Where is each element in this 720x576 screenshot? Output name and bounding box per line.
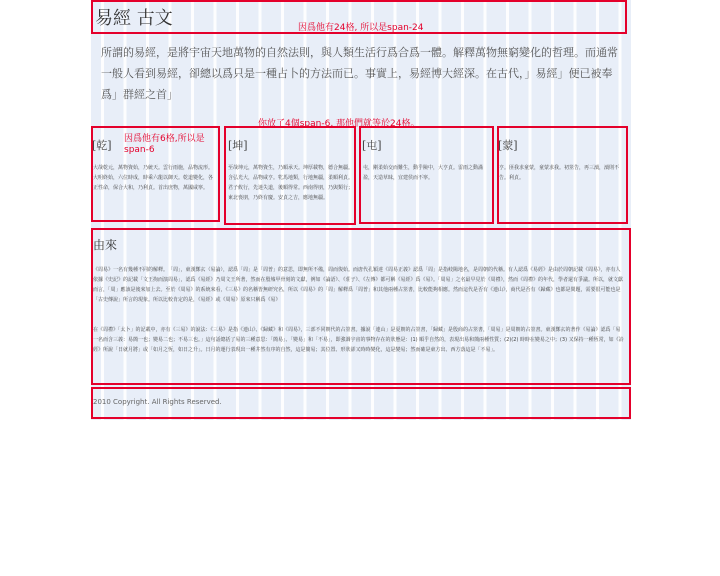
column-heading-kun: [坤] xyxy=(228,139,248,152)
column-text-kun: 至哉坤元，萬物資生，乃順承天。坤厚載物，德合無疆。含弘光大，品物咸亨。牝馬地類，行地無疆，柔順利貞。君子攸行，先迷失道，後順得常。西南得朋，乃與類行；東北喪朋，乃終有慶。安貞之吉，應地無疆。 xyxy=(228,165,354,201)
column-text-qian: 大哉乾元，萬物資始，乃統天。雲行雨施，品物流形。大明終始，六位時成，時乘六龍以御天。乾道變化，各正性命，保合大和，乃利貞。首出庶物，萬國咸寧。 xyxy=(93,165,214,191)
intro-text: 所謂的易經，是將宇宙天地萬物的自然法則，與人類生活行爲合爲一體。解釋萬物無窮變化的哲理。而通常一般人看到易經，卻總以爲只是一種占卜的方法而已。事實上，易經博大經深。在古代，」易經」便已被奉爲」群經之首」 xyxy=(101,46,618,101)
footer-copyright: 2010 Copyright. All Rights Reserved. xyxy=(93,398,222,406)
column-text-zhun: 屯，剛柔始交而難生，動乎險中，大亨貞。雷雨之動滿盈，天造草昧，宜建侯而不寧。 xyxy=(363,165,484,181)
header-annotation: 因爲他有24格, 所以是span-24 xyxy=(298,23,424,33)
origin-paragraph: 《周易》一名有幾種不同的解釋。 「周」，東漢鄭玄（易論），認爲「周」是「周普」的意思，即無所不備，周而復始。而唐代孔穎達《周易正義》認爲「周」是指岐陽地名，是周朝的代稱。有人認爲《易經》是由於周朝記載《周易》，亦有人依據《史記》的記載「文王拘而演周易」，認爲《易經》乃周文王所著，然而在殷墟甲骨刻的文獻，例如《論語》、《莊子》、《左傳》都可稱《易經》爲《易》。「周易」之名最早見於《周禮》，然而《周禮》的年代，學者還有爭議。所以，就文獻而言，「周」應該是後來加上去。至於《周易》的系統來看，《三易》的名稱皆無研究名，所以《周易》的「周」解釋爲「周普」和其他兩種占筮書，比較能夠相應。然而這代是否有《連山》，商代是否有《歸藏》也都是問題，需要很可能也是「古史傳說」所言的現象。所以比較肯定的是，《易經》或《周易》原來只稱爲《易》 xyxy=(93,267,624,303)
column-heading-meng: [蒙] xyxy=(498,139,518,152)
origin-section-box xyxy=(91,228,631,385)
column-heading-qian: [乾] xyxy=(92,139,112,152)
origin-paragraph: 在《周禮》「太卜」的記載中，亦有《三易》的說法：《三易》是指《連山》、《歸藏》和《周易》，三部不同朝代的占筮書。據說「連山」是夏朝的占筮書，「歸藏」是殷商的占筮書，「周易」是周朝的占筮書。東漢鄭玄的著作《易論》認爲「易一名而含三義：易簡一也；變易二也；不易三也。」這句話總括了易的三種意思：「簡易」、「變易」和「不易」，即強調宇宙的事物存在的狀態是：(1) 順乎自然的，表現出易和簡兩種性質；(2)(2) 時時在變易之中；(3) 又保持一種恆常，如《詩經》所說「日就月將」或「如月之恆，如日之升」。日月的運行表現出一種井然有序的自然，這是簡易；其位置、形狀卻又時時變化，這是變易；然而確是東方出、西方落這是「不易」。 xyxy=(93,327,624,353)
column-text-meng: 亨。匪我求童蒙，童蒙求我。初筮告，再三瀆，瀆則不告。利貞。 xyxy=(499,165,620,181)
column-annotation: 因爲他有6格,所以是span-6 xyxy=(124,134,205,155)
origin-heading: 由來 xyxy=(93,238,118,252)
grid-note: 你放了4個span-6, 那他們就等於24格。 xyxy=(258,119,420,129)
page-title: 易經 古文 xyxy=(95,8,173,29)
column-heading-zhun: [屯] xyxy=(362,139,382,152)
